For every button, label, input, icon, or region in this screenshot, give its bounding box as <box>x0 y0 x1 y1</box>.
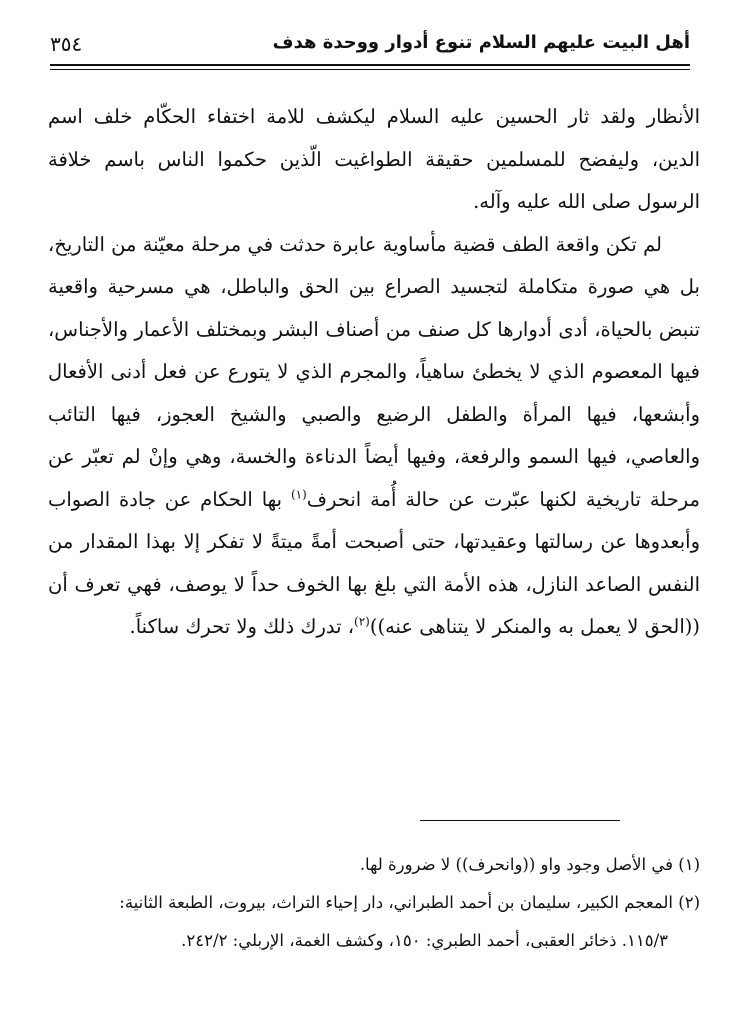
paragraph-2-part-1: لم تكن واقعة الطف قضية مأساوية عابرة حدثت في مرحلة معيّنة من التاريخ، بل هي صورة متكاملة لتجسيد الصراع بين الحق والباطل، هي مسرحية واقعية تنبض بالحياة، أدى أدوارها كل صنف من أصناف البشر وبمختلف الأعمار والأجناس، فيها المعصوم الذي لا يخطئ ساهياً، والمجرم الذي لا يتورع عن فعل أدنى الأفعال وأبشعها، فيها المرأة والطفل الرضيع والصبي والشيخ العجوز، فيها التائب والعاصي، فيها السمو والرفعة، وفيها أيضاً الدناءة والخسة، وهي وإنْ لم تعبّر عن مرحلة تاريخية لكنها عبّرت عن حالة أُمة انحرف <box>48 232 700 511</box>
footnote-2: (٢) المعجم الكبير، سليمان بن أحمد الطبراني، دار إحياء التراث، بيروت، الطبعة الثانية: <box>119 893 700 912</box>
footnote-marker-1: (١) <box>290 487 307 501</box>
header-rule-thick <box>50 64 690 66</box>
paragraph-1: الأنظار ولقد ثار الحسين عليه السلام ليكشف للامة اختفاء الحكّام خلف اسم الدين، وليفضح للمسلمين حقيقة الطواغيت الّذين حكموا الناس باسم خلافة الرسول صلى الله عليه وآله. <box>48 105 700 213</box>
running-header <box>50 30 690 64</box>
body-text <box>48 96 700 649</box>
header-rule-thin <box>50 69 690 70</box>
header-title: أهل البيت عليهم السلام تنوع أدوار ووحدة هدف <box>272 32 690 53</box>
footnote-marker-2: (٢) <box>354 614 370 629</box>
footnotes <box>48 846 700 960</box>
footnote-2-continuation: ١١٥/٣. ذخائر العقبى، أحمد الطبري: ١٥٠، وكشف الغمة، الإربلي: ٢٤٢/٢. <box>181 931 668 950</box>
paragraph-2-part-3: ، تدرك ذلك ولا تحرك ساكناً. <box>129 615 355 638</box>
paragraph-2 <box>48 224 700 649</box>
page-number: ٣٥٤ <box>50 32 83 56</box>
footnote-separator <box>420 820 620 821</box>
footnote-1: (١) في الأصل وجود واو ((وانحرف)) لا ضرورة لها. <box>359 855 700 874</box>
paragraph-2-part-2: بها الحكام عن جادة الصواب وأبعدوها عن رسالتها وعقيدتها، حتى أصبحت أمةً ميتةً لا تفكر إلا بهذا المقدار من النفس الصاعد النازل، هذه الأمة التي بلغ بها الخوف حداً لا يوصف، فهي تعرف أن ((الحق لا يعمل به والمنكر لا يتناهى عنه)) <box>48 487 700 638</box>
